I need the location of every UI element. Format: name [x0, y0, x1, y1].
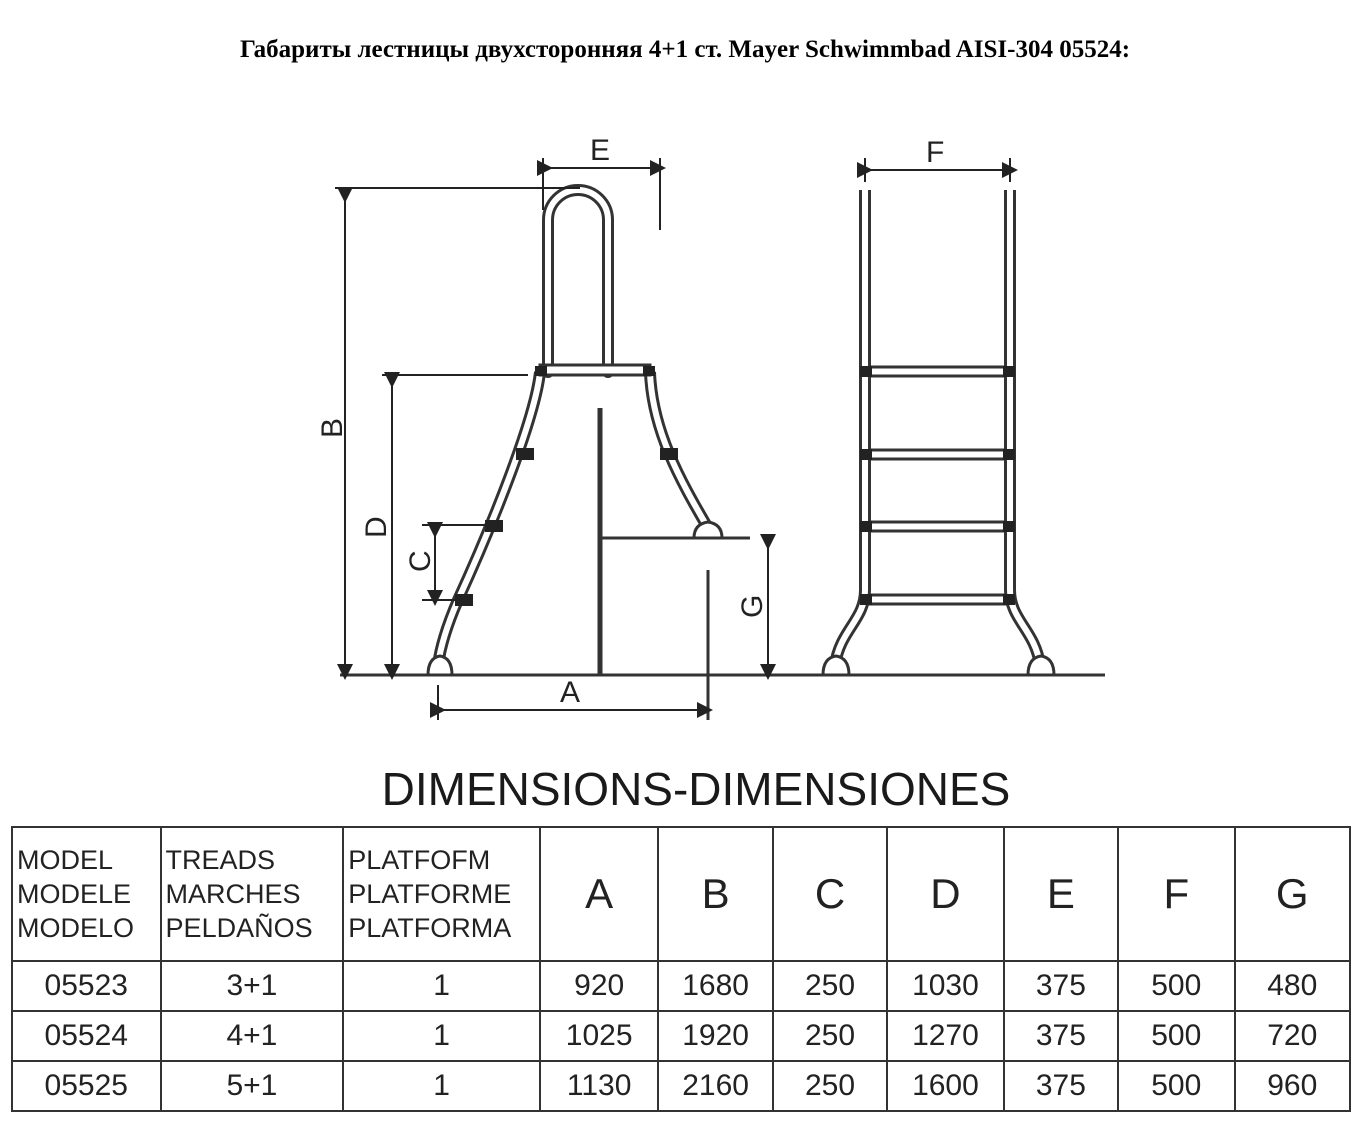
label-d: D	[360, 516, 393, 538]
label-f: F	[926, 136, 945, 169]
side-view-ladder	[428, 190, 750, 720]
cell-platform: 1	[343, 961, 540, 1011]
header-g: G	[1235, 827, 1351, 961]
cell-platform: 1	[343, 1061, 540, 1111]
cell-g: 480	[1235, 961, 1351, 1011]
cell-treads: 4+1	[161, 1011, 344, 1061]
label-b: B	[316, 417, 349, 438]
cell-platform: 1	[343, 1011, 540, 1061]
cell-b: 1680	[658, 961, 772, 1011]
header-treads: TREADS MARCHES PELDAÑOS	[161, 827, 344, 961]
page-title: Габариты лестницы двухсторонняя 4+1 ст. Mayer Schwimmbad AISI-304 05524:	[239, 36, 1131, 63]
header-d: D	[887, 827, 1003, 961]
cell-f: 500	[1118, 1011, 1234, 1061]
header-b: B	[658, 827, 772, 961]
label-c: C	[404, 550, 437, 572]
header-f: F	[1118, 827, 1234, 961]
cell-g: 720	[1235, 1011, 1351, 1061]
ladder-dimension-diagram	[290, 110, 1110, 730]
header-e: E	[1004, 827, 1118, 961]
table-row	[12, 1011, 1350, 1061]
cell-e: 375	[1004, 1011, 1118, 1061]
header-model: MODEL MODELE MODELO	[12, 827, 161, 961]
cell-d: 1270	[887, 1011, 1003, 1061]
cell-model: 05523	[12, 961, 161, 1011]
front-view-ladder	[823, 190, 1054, 675]
cell-a: 1025	[540, 1011, 658, 1061]
label-g: G	[736, 594, 769, 618]
label-a: A	[560, 676, 581, 709]
cell-d: 1030	[887, 961, 1003, 1011]
dimensions-heading: DIMENSIONS-DIMENSIONES	[381, 763, 1011, 815]
cell-treads: 3+1	[161, 961, 344, 1011]
label-e: E	[590, 134, 611, 167]
cell-c: 250	[773, 1011, 887, 1061]
cell-g: 960	[1235, 1061, 1351, 1111]
cell-d: 1600	[887, 1061, 1003, 1111]
header-a: A	[540, 827, 658, 961]
table-row	[12, 1061, 1350, 1111]
table-row	[12, 961, 1350, 1011]
cell-a: 1130	[540, 1061, 658, 1111]
cell-f: 500	[1118, 1061, 1234, 1111]
header-c: C	[773, 827, 887, 961]
cell-e: 375	[1004, 1061, 1118, 1111]
cell-b: 1920	[658, 1011, 772, 1061]
cell-b: 2160	[658, 1061, 772, 1111]
dimension-lines	[335, 158, 1010, 720]
cell-model: 05524	[12, 1011, 161, 1061]
table-header-row	[12, 827, 1350, 961]
cell-e: 375	[1004, 961, 1118, 1011]
cell-c: 250	[773, 961, 887, 1011]
dimensions-table	[11, 826, 1351, 1112]
cell-f: 500	[1118, 961, 1234, 1011]
header-platform: PLATFOFM PLATFORME PLATFORMA	[343, 827, 540, 961]
cell-model: 05525	[12, 1061, 161, 1111]
cell-treads: 5+1	[161, 1061, 344, 1111]
cell-c: 250	[773, 1061, 887, 1111]
cell-a: 920	[540, 961, 658, 1011]
